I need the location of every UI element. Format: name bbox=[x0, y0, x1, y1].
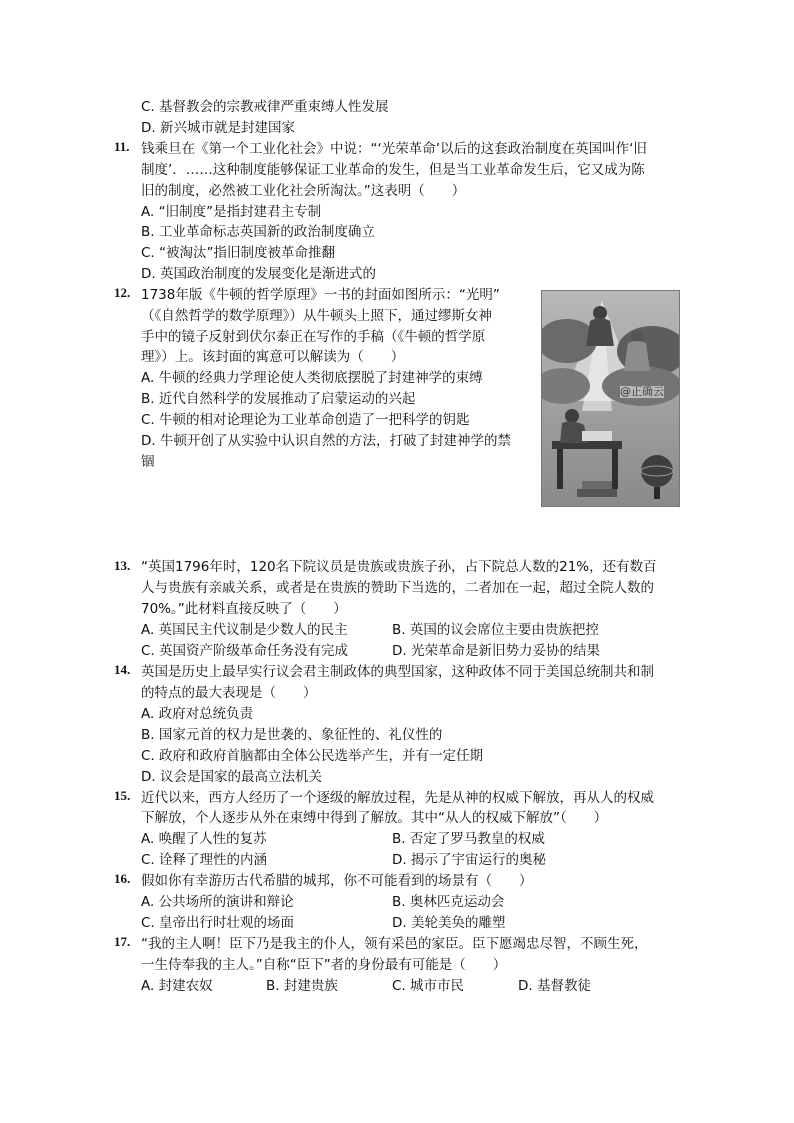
watermark-label: @正确云 bbox=[620, 385, 664, 398]
option-d: D. 议会是国家的最高立法机关 bbox=[141, 769, 322, 785]
option-d: D. 基督教徒 bbox=[518, 978, 591, 994]
prev-option-c: C. 基督教会的宗教戒律严重束缚人性发展 bbox=[141, 99, 389, 115]
question-stem-line: 英国是历史上最早实行议会君主制政体的典型国家，这种政体不同于美国总统制共和制 bbox=[141, 664, 654, 680]
question-number: 13. bbox=[114, 558, 131, 573]
option-d: D. 光荣革命是新旧势力妥协的结果 bbox=[392, 643, 600, 659]
question-stem-line: 近代以来，西方人经历了一个逐级的解放过程，先是从神的权威下解放，再从人的权威 bbox=[141, 790, 654, 806]
question-stem-line: 人与贵族有亲戚关系，或者是在贵族的赞助下当选的，二者加在一起，超过全院人数的 bbox=[141, 580, 654, 596]
option-a: A. 政府对总统负责 bbox=[141, 706, 254, 722]
question-stem-line: 手中的镜子反射到伏尔泰正在写作的手稿（《牛顿的哲学原 bbox=[141, 329, 486, 345]
question-number: 17. bbox=[114, 934, 131, 949]
option-d: D. 牛顿开创了从实验中认识自然的方法，打破了封建神学的禁 bbox=[141, 433, 511, 449]
option-d: D. 揭示了宇宙运行的奥秘 bbox=[392, 852, 546, 868]
option-d: D. 美轮美奂的雕塑 bbox=[392, 915, 506, 931]
question-stem-line: 理》）上。该封面的寓意可以解读为（ ） bbox=[141, 349, 405, 365]
option-b: B. 奥林匹克运动会 bbox=[392, 894, 505, 910]
option-d-continued: 锢 bbox=[141, 454, 155, 470]
option-a: A. 唤醒了人性的复苏 bbox=[141, 831, 267, 847]
option-c: C. 英国资产阶级革命任务没有完成 bbox=[141, 643, 349, 659]
option-c: C. 城市市民 bbox=[392, 978, 465, 994]
option-c: C. “被淘汰”指旧制度被革命推翻 bbox=[141, 245, 335, 261]
question-number: 16. bbox=[114, 871, 131, 886]
question-stem-line: “我的主人啊！臣下乃是我主的仆人，领有采邑的家臣。臣下愿竭忠尽智，不顾生死， bbox=[141, 936, 648, 952]
option-a: A. 英国民主代议制是少数人的民主 bbox=[141, 622, 348, 638]
option-a: A. 封建农奴 bbox=[141, 978, 213, 994]
question-stem-line: 旧的制度，必然被工业化社会所淘汰。”这表明（ ） bbox=[141, 183, 466, 199]
option-a: A. “旧制度”是指封建君主专制 bbox=[141, 204, 322, 220]
question-stem-line: 1738年版《牛顿的哲学原理》一书的封面如图所示：“光明” bbox=[141, 287, 500, 303]
engraving-illustration bbox=[542, 291, 679, 506]
option-c: C. 皇帝出行时壮观的场面 bbox=[141, 915, 295, 931]
question-stem-line: 下解放，个人逐步从外在束缚中得到了解放。其中“从人的权威下解放”（ ） bbox=[141, 810, 608, 826]
question-stem-line: 一生侍奉我的主人。”自称“臣下”者的身份最有可能是（ ） bbox=[141, 957, 507, 973]
option-b: B. 否定了罗马教皇的权威 bbox=[392, 831, 545, 847]
option-a: A. 牛顿的经典力学理论使人类彻底摆脱了封建神学的束缚 bbox=[141, 370, 483, 386]
question-stem-line: “英国1796年时，120名下院议员是贵族或贵族子孙，占下院总人数的21%，还有数百 bbox=[141, 559, 657, 575]
question-number: 14. bbox=[114, 662, 131, 677]
question-stem-line: 70%。”此材料直接反映了（ ） bbox=[141, 601, 347, 617]
option-b: B. 工业革命标志英国新的政治制度确立 bbox=[141, 224, 375, 240]
option-c: C. 牛顿的相对论理论为工业革命创造了一把科学的钥匙 bbox=[141, 412, 470, 428]
book-cover-engraving bbox=[541, 290, 680, 507]
option-b: B. 国家元首的权力是世袭的、象征性的、礼仪性的 bbox=[141, 727, 443, 743]
option-c: C. 政府和政府首脑都由全体公民选举产生，并有一定任期 bbox=[141, 748, 484, 764]
question-stem-line: 假如你有幸游历古代希腊的城邦，你不可能看到的场景有（ ） bbox=[141, 873, 533, 889]
question-stem-line: 钱乘旦在《第一个工业化社会》中说：“‘光荣革命’以后的这套政治制度在英国叫作‘旧 bbox=[141, 141, 647, 157]
question-stem-line: 的特点的最大表现是（ ） bbox=[141, 685, 317, 701]
question-number: 12. bbox=[114, 285, 131, 300]
option-a: A. 公共场所的演讲和辩论 bbox=[141, 894, 294, 910]
question-number: 15. bbox=[114, 788, 131, 803]
option-b: B. 近代自然科学的发展推动了启蒙运动的兴起 bbox=[141, 391, 416, 407]
question-number: 11. bbox=[114, 139, 130, 154]
option-b: B. 英国的议会席位主要由贵族把控 bbox=[392, 622, 599, 638]
option-c: C. 诠释了理性的内涵 bbox=[141, 852, 268, 868]
question-stem-line: （《自然哲学的数学原理》）从牛顿头上照下，通过缪斯女神 bbox=[141, 308, 492, 324]
question-stem-line: 制度’．……这种制度能够保证工业革命的发生，但是当工业革命发生后，它又成为陈 bbox=[141, 162, 645, 178]
option-d: D. 英国政治制度的发展变化是渐进式的 bbox=[141, 266, 376, 282]
prev-option-d: D. 新兴城市就是封建国家 bbox=[141, 120, 295, 136]
option-b: B. 封建贵族 bbox=[266, 978, 338, 994]
